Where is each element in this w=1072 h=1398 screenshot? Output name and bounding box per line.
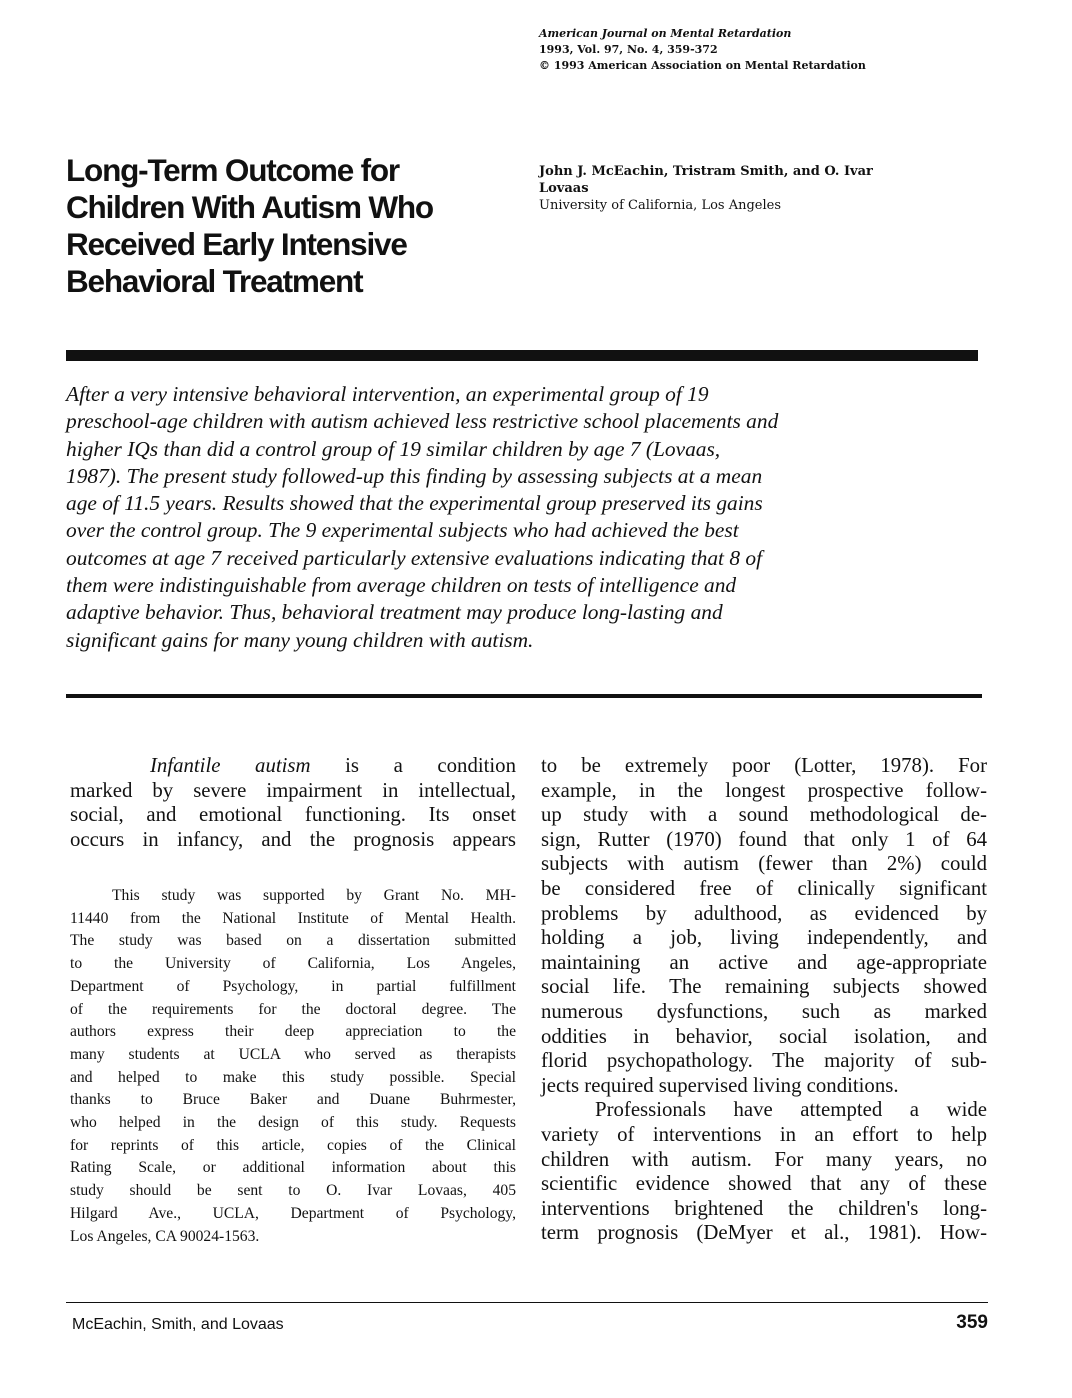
body-line: Professionals have attempted a wide	[595, 1098, 987, 1122]
body-line-first	[70, 754, 516, 779]
author-affiliation: University of California, Los Angeles	[539, 198, 782, 213]
title-line: Received Early Intensive	[66, 226, 407, 262]
footnote-line: study should be sent to O. Ivar Lovaas, 405	[70, 1182, 516, 1200]
body-line: interventions brightened the children's long-	[541, 1196, 987, 1220]
abstract-line: age of 11.5 years. Results showed that the experimental group preserved its gains	[66, 491, 763, 516]
footnote-line: for reprints of this article, copies of the Clinical	[70, 1136, 516, 1154]
body-term: Infantile autism	[150, 754, 311, 777]
body-line: holding a job, living independently, and	[541, 926, 987, 950]
body-line: marked by severe impairment in intellectual,	[70, 778, 516, 802]
body-line: problems by adulthood, as evidenced by	[541, 901, 987, 925]
body-column-left	[70, 754, 516, 852]
footer-divider	[66, 1302, 988, 1303]
abstract-divider	[66, 694, 982, 698]
body-line: to be extremely poor (Lotter, 1978). For	[541, 754, 987, 777]
journal-info	[539, 26, 866, 74]
body-line: subjects with autism (fewer than 2%) could	[541, 852, 987, 876]
body-line: maintaining an active and age-appropriate	[541, 950, 987, 974]
title-line: Long-Term Outcome for	[66, 152, 399, 188]
body-line: oddities in behavior, social isolation, and	[541, 1024, 987, 1048]
body-line: social life. The remaining subjects showed	[541, 975, 987, 999]
abstract-line: outcomes at age 7 received particularly extensive evaluations indicating that 8 of	[66, 545, 763, 570]
footnote-line: 11440 from the National Institute of Mental Health.	[70, 909, 516, 927]
footnote-line: thanks to Bruce Baker and Duane Buhrmester,	[70, 1091, 516, 1109]
article-title	[66, 152, 496, 300]
page-number: 359	[956, 1312, 988, 1333]
abstract	[66, 381, 986, 654]
body-line: florid psychopathology. The majority of sub-	[541, 1049, 987, 1073]
author-line: John J. McEachin, Tristram Smith, and O. Ivar	[539, 164, 873, 179]
title-line: Behavioral Treatment	[66, 263, 363, 299]
journal-name: American Journal on Mental Retardation	[539, 27, 792, 40]
body-line: example, in the longest prospective follow-	[541, 778, 987, 802]
body-line: up study with a sound methodological de-	[541, 803, 987, 827]
body-line: social, and emotional functioning. Its onset	[70, 803, 516, 827]
journal-copyright: © 1993 American Association on Mental Retardation	[539, 59, 866, 72]
journal-volume: 1993, Vol. 97, No. 4, 359-372	[539, 43, 718, 56]
abstract-line: them were indistinguishable from average children on tests of intelligence and	[66, 573, 737, 598]
abstract-line: adaptive behavior. Thus, behavioral treatment may produce long-lasting and	[66, 600, 723, 625]
footnote-line: Los Angeles, CA 90024-1563.	[70, 1227, 260, 1245]
body-line: variety of interventions in an effort to help	[541, 1122, 987, 1146]
body-text: is a condition	[310, 754, 516, 777]
footnote-line: many students at UCLA who served as therapists	[70, 1045, 516, 1063]
body-line: children with autism. For many years, no	[541, 1147, 987, 1171]
footnote-line: Department of Psychology, in partial fulfillment	[70, 977, 516, 995]
body-line: term prognosis (DeMyer et al., 1981). How-	[541, 1221, 987, 1245]
footnote-line: Hilgard Ave., UCLA, Department of Psychology,	[70, 1204, 516, 1222]
body-line: jects required supervised living conditions.	[541, 1073, 899, 1097]
footnote-line: This study was supported by Grant No. MH-	[112, 887, 516, 904]
footnote-line: of the requirements for the doctoral degree. The	[70, 1000, 516, 1018]
footnote-line: and helped to make this study possible. Special	[70, 1068, 516, 1086]
abstract-line: higher IQs than did a control group of 19 similar children by age 7 (Lovaas,	[66, 436, 721, 461]
body-line: sign, Rutter (1970) found that only 1 of 64	[541, 827, 987, 851]
author-names	[539, 163, 873, 197]
body-column-right	[541, 754, 987, 1246]
footnote	[70, 885, 516, 1248]
footnote-line: authors express their deep appreciation to the	[70, 1023, 516, 1041]
top-divider	[66, 350, 978, 361]
author-line: Lovaas	[539, 181, 589, 196]
abstract-line: After a very intensive behavioral intervention, an experimental group of 19	[66, 382, 709, 406]
footnote-line: who helped in the design of this study. Requests	[70, 1114, 516, 1132]
footnote-line: The study was based on a dissertation submitted	[70, 932, 516, 950]
body-line: numerous dysfunctions, such as marked	[541, 999, 987, 1023]
footnote-line: Rating Scale, or additional information about this	[70, 1159, 516, 1177]
abstract-line: over the control group. The 9 experimental subjects who had achieved the best	[66, 518, 739, 543]
footer-authors: McEachin, Smith, and Lovaas	[72, 1316, 284, 1333]
abstract-line: 1987). The present study followed-up this finding by assessing subjects at a mean	[66, 463, 763, 488]
body-line: scientific evidence showed that any of these	[541, 1172, 987, 1196]
abstract-line: preschool-age children with autism achieved less restrictive school placements and	[66, 409, 779, 434]
title-line: Children With Autism Who	[66, 189, 433, 225]
footnote-line: to the University of California, Los Angeles,	[70, 955, 516, 973]
body-line: be considered free of clinically significant	[541, 876, 987, 900]
body-line: occurs in infancy, and the prognosis appears	[70, 827, 516, 851]
author-block	[539, 163, 873, 214]
abstract-line: significant gains for many young children with autism.	[66, 627, 534, 652]
